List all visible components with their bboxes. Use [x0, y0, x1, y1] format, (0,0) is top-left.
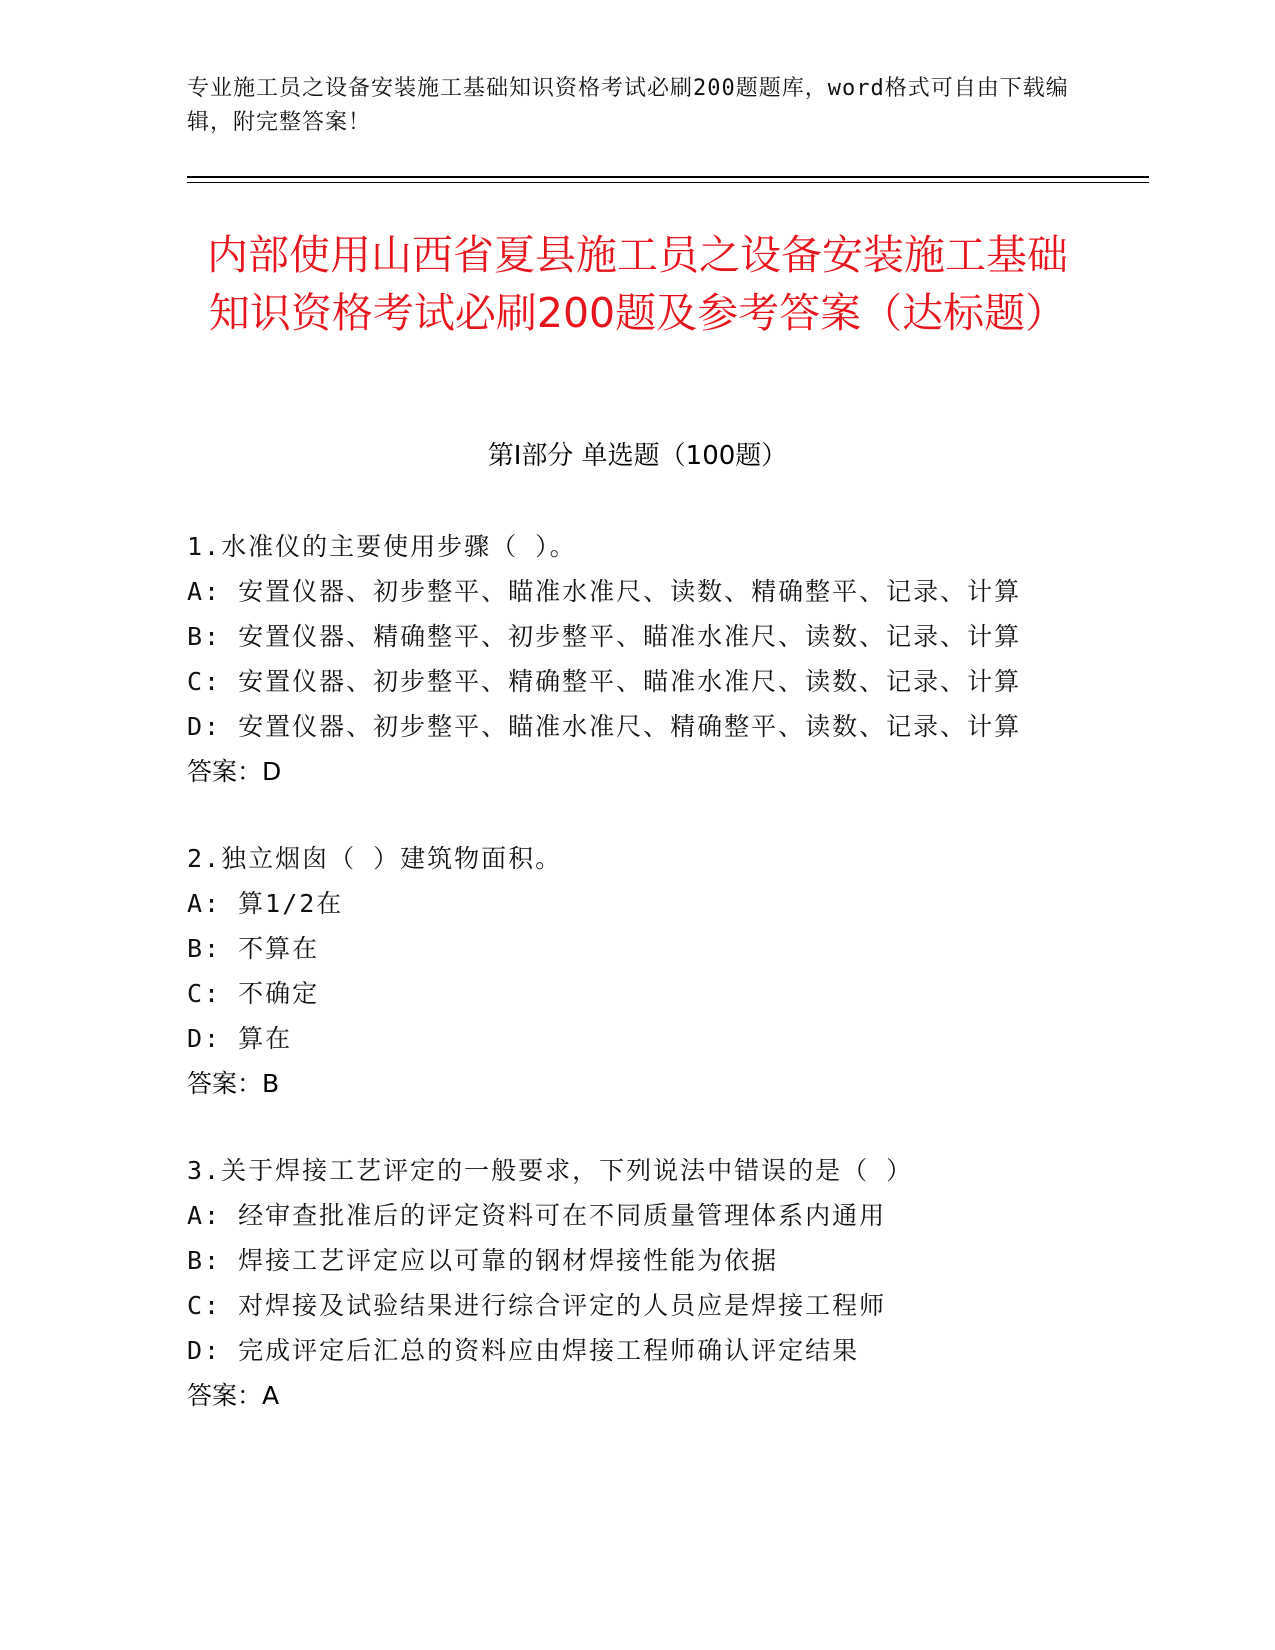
option-c: C: 不确定 — [187, 979, 320, 1008]
option-c: C: 安置仪器、初步整平、精确整平、瞄准水准尺、读数、记录、计算 — [187, 667, 1022, 696]
option-b: B: 安置仪器、精确整平、初步整平、瞄准水准尺、读数、记录、计算 — [187, 622, 1022, 651]
option-a: A: 安置仪器、初步整平、瞄准水准尺、读数、精确整平、记录、计算 — [187, 577, 1022, 606]
question-stem: 3.关于焊接工艺评定的一般要求，下列说法中错误的是（ ） — [187, 1156, 914, 1185]
option-b: B: 不算在 — [187, 934, 320, 963]
question-list — [187, 524, 1087, 1460]
question-2 — [187, 836, 1087, 1106]
question-1 — [187, 524, 1087, 794]
header-note: 专业施工员之设备安装施工基础知识资格考试必刷200题题库，word格式可自由下载编辑，附完整答案！ — [187, 76, 1069, 135]
question-3 — [187, 1148, 1087, 1418]
answer: 答案：B — [187, 1069, 280, 1098]
option-d: D: 完成评定后汇总的资料应由焊接工程师确认评定结果 — [187, 1336, 860, 1365]
option-a: A: 经审查批准后的评定资料可在不同质量管理体系内通用 — [187, 1201, 887, 1230]
option-c: C: 对焊接及试验结果进行综合评定的人员应是焊接工程师 — [187, 1291, 887, 1320]
answer: 答案：D — [187, 757, 282, 786]
header-divider-thick — [187, 176, 1149, 178]
answer: 答案：A — [187, 1381, 280, 1410]
question-stem: 1.水准仪的主要使用步骤（ ）。 — [187, 532, 577, 561]
option-d: D: 算在 — [187, 1024, 293, 1053]
option-b: B: 焊接工艺评定应以可靠的钢材焊接性能为依据 — [187, 1246, 779, 1275]
header-divider-thin — [187, 182, 1149, 183]
question-stem: 2.独立烟囱（ ）建筑物面积。 — [187, 844, 563, 873]
section-title: 第Ⅰ部分 单选题（100题） — [487, 441, 788, 471]
document-title: 内部使用山西省夏县施工员之设备安装施工基础知识资格考试必刷200题及参考答案（达标题） — [207, 231, 1068, 337]
option-d: D: 安置仪器、初步整平、瞄准水准尺、精确整平、读数、记录、计算 — [187, 712, 1022, 741]
option-a: A: 算1/2在 — [187, 889, 344, 918]
